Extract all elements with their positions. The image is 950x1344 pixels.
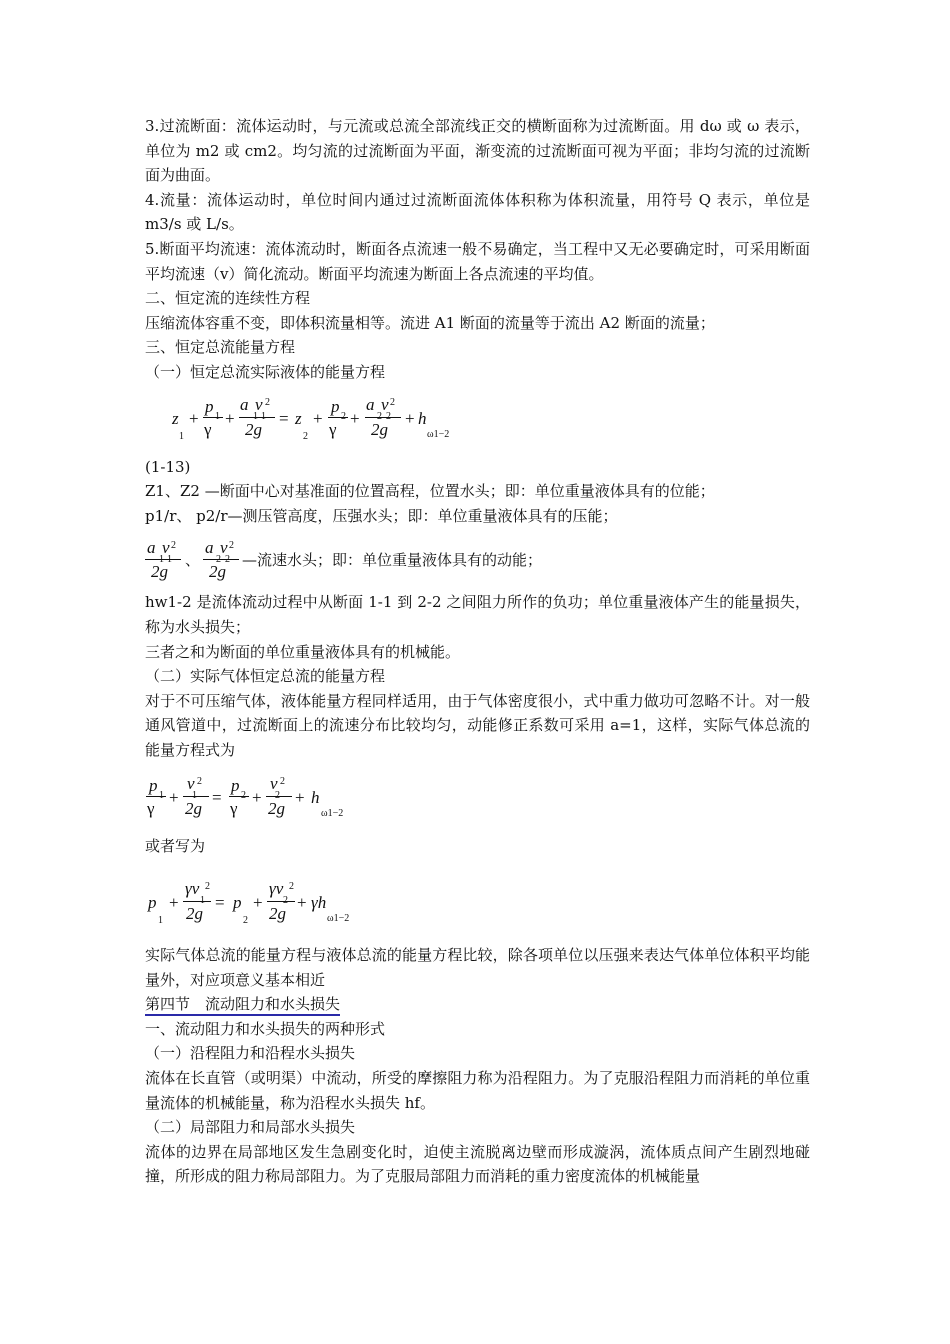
heading-two-forms: 一、流动阻力和水头损失的两种形式	[145, 1019, 386, 1038]
paragraph-or-written: 或者写为	[145, 837, 206, 856]
paragraph-gas-vs-liquid: 实际气体总流的能量方程与液体总流的能量方程比较，除各项单位以压强来表达气体单位体积平均能量外，对应项意义基本相近	[145, 946, 810, 989]
paragraph-continuity: 压缩流体容重不变，即体积流量相等。流进 A1 断面的流量等于流出 A2 断面的流量；	[145, 313, 715, 332]
heading-friction-loss: （一）沿程阻力和沿程水头损失	[145, 1044, 356, 1063]
section-heading	[145, 992, 810, 1017]
document-page	[145, 114, 810, 1189]
equation-number: (1-13)	[145, 457, 191, 476]
equation-gas-energy-pressure: p 1 + γv 2 2g = p 2 + γv 2 2g + γh ω1−2	[148, 879, 350, 927]
paragraph-friction-loss: 流体在长直管（或明渠）中流动，所受的摩擦阻力称为沿程阻力。为了克服沿程阻力而消耗的单位重量流体的机械能量，称为沿程水头损失 hf。	[145, 1069, 810, 1112]
equation-liquid-energy: z 1 + p γ + a v 2 2g = z 2 + p γ + a v 2 2g + h ω1−2	[172, 394, 450, 442]
paragraph-pressure-head: p1/r、 p2/r—测压管高度，压强水头；即：单位重量液体具有的压能；	[145, 506, 618, 525]
heading-energy-equation: 三、恒定总流能量方程	[145, 338, 296, 357]
heading-continuity: 二、恒定流的连续性方程	[145, 289, 311, 308]
section-link-flow-resistance[interactable]: 第四节 流动阻力和水头损失	[145, 995, 340, 1016]
paragraph-position-head: Z1、Z2 —断面中心对基准面的位置高程，位置水头；即：单位重量液体具有的位能；	[145, 482, 715, 501]
paragraph-flow-rate: 4.流量：流体运动时，单位时间内通过过流断面流体体积称为体积流量，用符号 Q 表示，单位是 m3/s 或 L/s。	[145, 190, 810, 234]
heading-liquid-energy: （一）恒定总流实际液体的能量方程	[145, 362, 386, 381]
heading-gas-energy: （二）实际气体恒定总流的能量方程	[145, 667, 386, 686]
paragraph-local-loss: 流体的边界在局部地区发生急剧变化时，迫使主流脱离边壁而形成漩涡，流体质点间产生剧烈地碰撞，所形成的阻力称局部阻力。为了克服局部阻力而消耗的重力密度流体的机械能量	[145, 1142, 810, 1186]
heading-local-loss: （二）局部阻力和局部水头损失	[145, 1118, 356, 1137]
paragraph-head-loss: hw1-2 是流体流动过程中从断面 1-1 到 2-2 之间阻力所作的负功；单位重量液体产生的能量损失，称为水头损失；	[145, 593, 810, 636]
paragraph-mean-velocity: 5.断面平均流速：流体流动时，断面各点流速一般不易确定，当工程中又无必要确定时，可采用断面平均流速（v）简化流动。断面平均流速为断面上各点流速的平均值。	[145, 239, 810, 283]
paragraph-mechanical-energy: 三者之和为断面的单位重量液体具有的机械能。	[145, 642, 461, 661]
equation-velocity-head: a v 2 2g 、 a v 2 2g —流速水头；即：单位重量液体具有的动能；	[147, 538, 543, 582]
paragraph-cross-section: 3.过流断面：流体运动时，与元流或总流全部流线正交的横断面称为过流断面。用 dω 或 ω 表示，单位为 m2 或 cm2。均匀流的过流断面为平面，渐变流的过流断面可视为平面；非均匀流的过流断面为曲面。	[145, 117, 810, 185]
paragraph-gas-energy: 对于不可压缩气体，液体能量方程同样适用，由于气体密度很小，式中重力做功可忽略不计。对一般通风管道中，过流断面上的流速分布比较均匀，动能修正系数可采用 a=1，这样，实际气体总流的能量方程式为	[145, 691, 810, 759]
equation-gas-energy-head: p γ + v 2 2g = p γ + v 2 2g + h ω1−2	[147, 774, 344, 820]
